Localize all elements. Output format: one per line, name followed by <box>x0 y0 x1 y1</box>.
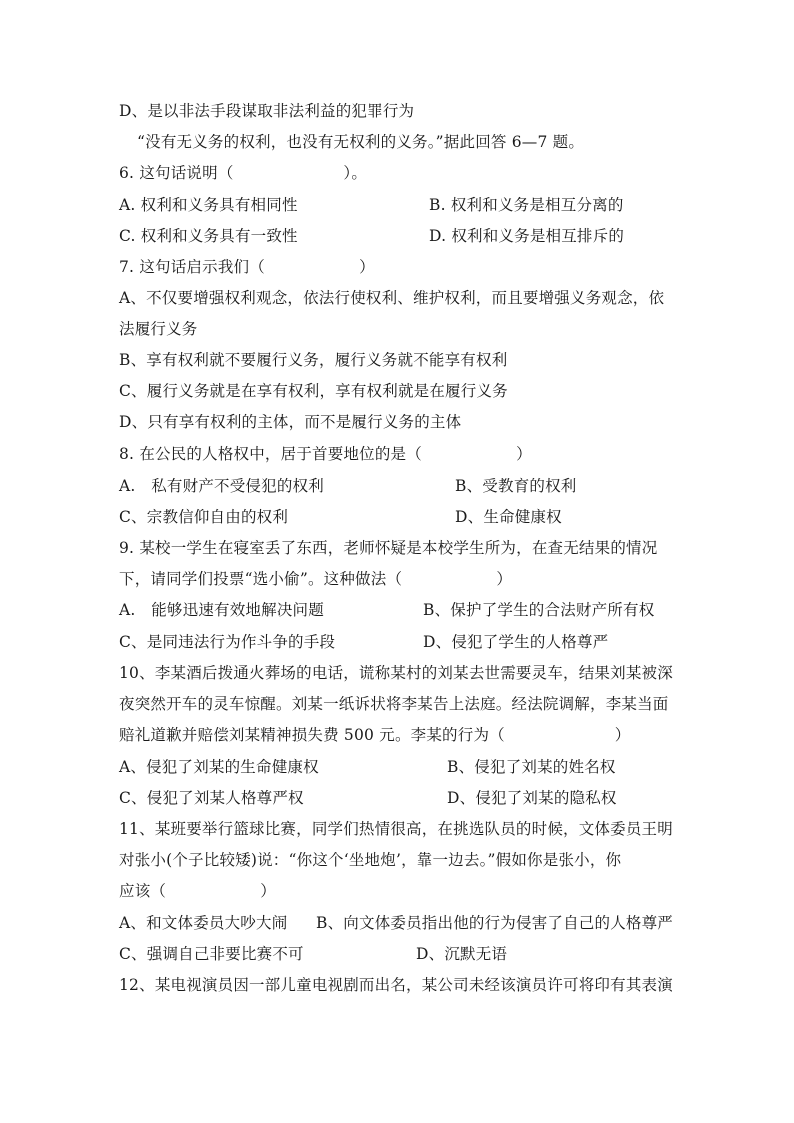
question-11-line1: 11、某班要举行篮球比赛，同学们热情很高，在挑选队员的时候，文体委员王明 <box>119 820 673 838</box>
q7-option-d: D、只有享有权利的主体，而不是履行义务的主体 <box>119 413 462 431</box>
q6-option-c: C. 权利和义务具有一致性 <box>119 227 298 245</box>
q10-option-c: C、侵犯了刘某人格尊严权 <box>119 789 304 807</box>
question-10-line2: 夜突然开车的灵车惊醒。刘某一纸诉状将李某告上法庭。经法院调解，李某当面 <box>119 695 669 713</box>
quote-intro: “没有无义务的权利，也没有无权利的义务。”据此回答 6—7 题。 <box>137 133 585 151</box>
q11-option-b: B、向文体委员指出他的行为侵害了自己的人格尊严 <box>316 914 673 932</box>
question-11-line3: 应该（ ） <box>119 882 277 900</box>
option-d-previous: D、是以非法手段谋取非法利益的犯罪行为 <box>119 102 415 120</box>
q10-option-d: D、侵犯了刘某的隐私权 <box>447 789 617 807</box>
q9-option-c: C、是同违法行为作斗争的手段 <box>119 633 336 651</box>
q8-option-a: A. 私有财产不受侵犯的权利 <box>119 477 324 495</box>
q11-option-c: C、强调自己非要比赛不可 <box>119 945 304 963</box>
q7-option-a-line2: 法履行义务 <box>119 320 198 338</box>
q10-option-b: B、侵犯了刘某的姓名权 <box>447 758 616 776</box>
question-10-line1: 10、李某酒后拨通火葬场的电话，谎称某村的刘某去世需要灵车，结果刘某被深 <box>119 664 673 682</box>
question-6: 6. 这句话说明（ ）。 <box>119 164 368 182</box>
question-8: 8. 在公民的人格权中，居于首要地位的是（ ） <box>119 445 532 463</box>
q8-option-d: D、生命健康权 <box>455 508 562 526</box>
question-9-line2: 下，请同学们投票“选小偷”。这种做法（ ） <box>119 570 513 588</box>
q7-option-c: C、履行义务就是在享有权利，享有权利就是在履行义务 <box>119 382 508 400</box>
q11-option-a: A、和文体委员大吵大闹 <box>119 914 288 932</box>
question-12-line1: 12、某电视演员因一部儿童电视剧而出名，某公司未经该演员许可将印有其表演 <box>119 976 673 994</box>
q7-option-a-line1: A、不仅要增强权利观念，依法行使权利、维护权利，而且要增强义务观念，依 <box>119 289 665 307</box>
question-7: 7. 这句话启示我们（ ） <box>119 258 375 276</box>
q10-option-a: A、侵犯了刘某的生命健康权 <box>119 758 319 776</box>
question-10-line3: 赔礼道歉并赔偿刘某精神损失费 500 元。李某的行为（ ） <box>119 726 631 744</box>
q11-option-d: D、沉默无语 <box>416 945 508 963</box>
q8-option-c: C、宗教信仰自由的权利 <box>119 508 289 526</box>
q9-option-b: B、保护了学生的合法财产所有权 <box>423 601 655 619</box>
q9-option-d: D、侵犯了学生的人格尊严 <box>423 633 609 651</box>
q7-option-b: B、享有权利就不要履行义务，履行义务就不能享有权利 <box>119 351 508 369</box>
q6-option-d: D. 权利和义务是相互排斥的 <box>429 227 625 245</box>
q6-option-a: A. 权利和义务具有相同性 <box>119 196 298 214</box>
q6-option-b: B. 权利和义务是相互分离的 <box>429 196 624 214</box>
q8-option-b: B、受教育的权利 <box>455 477 577 495</box>
question-11-line2: 对张小(个子比较矮)说：“你这个‘坐地炮’，靠一边去。”假如你是张小，你 <box>119 851 622 869</box>
question-9-line1: 9. 某校一学生在寝室丢了东西，老师怀疑是本校学生所为，在查无结果的情况 <box>119 539 658 557</box>
q9-option-a: A. 能够迅速有效地解决问题 <box>119 601 324 619</box>
